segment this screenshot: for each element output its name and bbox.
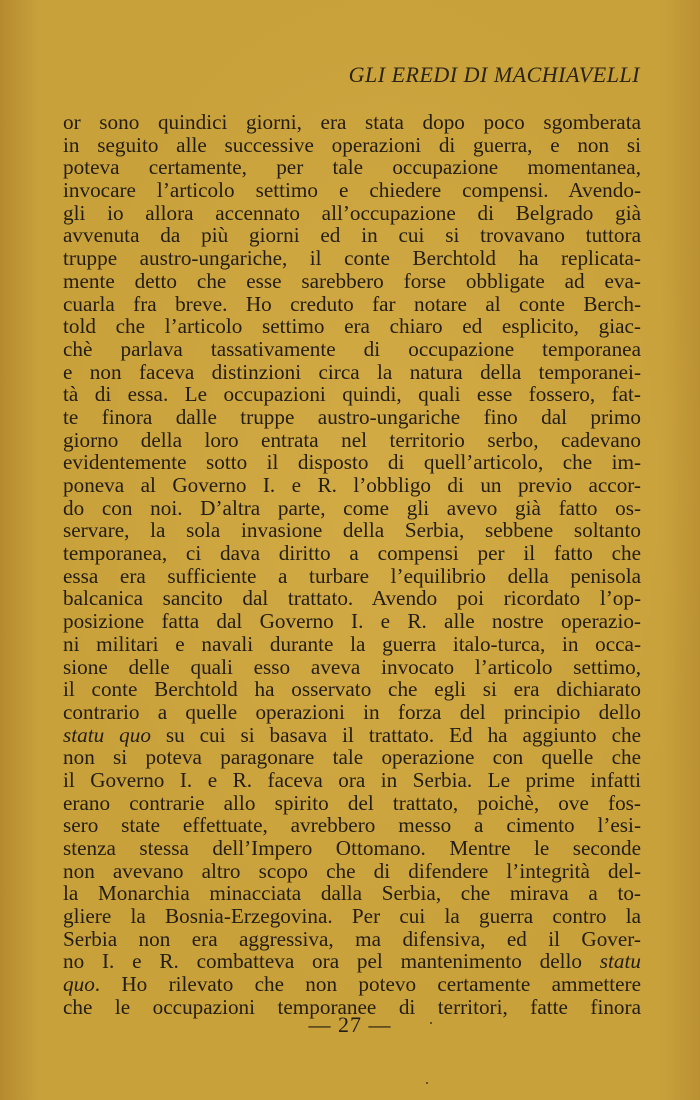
text-line bbox=[63, 610, 641, 633]
italic-phrase: quo bbox=[63, 972, 95, 997]
text-line bbox=[63, 247, 641, 270]
text-line bbox=[63, 905, 641, 928]
text-run: che le occupazioni temporanee di territori, fatte finora bbox=[63, 994, 641, 1019]
text-run: Serbia non era aggressiva, ma difensiva, ed il Gover- bbox=[63, 926, 641, 951]
text-run: do con noi. D’altra parte, come gli avevo già fatto os- bbox=[63, 495, 641, 520]
text-line bbox=[63, 837, 641, 860]
text-line bbox=[63, 315, 641, 338]
text-line bbox=[63, 406, 641, 429]
text-run: erano contrarie allo spirito del trattato, poichè, ove fos- bbox=[63, 790, 641, 815]
text-run: chè parlava tassativamente di occupazione temporanea bbox=[63, 336, 641, 361]
text-line bbox=[63, 179, 641, 202]
text-run: servare, la sola invasione della Serbia, sebbene soltanto bbox=[63, 518, 641, 543]
text-line bbox=[63, 202, 641, 225]
text-run: stenza stessa dell’Impero Ottomano. Mentre le seconde bbox=[63, 836, 641, 860]
text-run: no I. e R. combatteva ora pel mantenimento dello bbox=[63, 949, 600, 974]
text-run: posizione fatta dal Governo I. e R. alle nostre operazio- bbox=[63, 609, 641, 634]
text-line bbox=[63, 270, 641, 293]
text-run: il Governo I. e R. faceva ora in Serbia. Le prime infatti bbox=[63, 767, 641, 792]
text-run: su cui si basava il trattato. Ed ha aggiunto che bbox=[150, 722, 641, 747]
text-line bbox=[63, 860, 641, 883]
text-run: giorno della loro entrata nel territorio serbo, cadevano bbox=[63, 427, 641, 452]
text-line bbox=[63, 519, 641, 542]
text-line bbox=[63, 565, 641, 588]
italic-phrase: statu quo bbox=[63, 722, 151, 747]
text-line bbox=[63, 429, 641, 452]
text-run: avvenuta da più giorni ed in cui si trovavano tuttora bbox=[63, 223, 641, 248]
text-line bbox=[63, 338, 641, 361]
text-run: evidentemente sotto il disposto di quell’articolo, che im- bbox=[63, 450, 641, 475]
text-run: told che l’articolo settimo era chiaro ed esplicito, giac- bbox=[63, 314, 641, 339]
text-run: ni militari e navali durante la guerra italo-turca, in occa- bbox=[63, 631, 641, 656]
text-run: gli io allora accennato all’occupazione di Belgrado già bbox=[63, 200, 641, 225]
body-text bbox=[63, 111, 641, 1019]
text-run: temporanea, ci dava diritto a compensi per il fatto che bbox=[63, 541, 641, 566]
text-run: mente detto che esse sarebbero forse obbligate ad eva- bbox=[63, 268, 641, 293]
text-run: contrario a quelle operazioni in forza del principio dello bbox=[63, 699, 641, 724]
text-run: . Ho rilevato che non potevo certamente ammettere bbox=[94, 972, 641, 997]
text-line bbox=[63, 587, 641, 610]
running-header: GLI EREDI DI MACHIAVELLI bbox=[348, 62, 640, 87]
text-run: te finora dalle truppe austro-ungariche fino dal primo bbox=[63, 404, 641, 429]
text-run: non avevano altro scopo che di difendere l’integrità del- bbox=[63, 858, 641, 883]
text-line bbox=[63, 950, 641, 973]
text-line bbox=[63, 451, 641, 474]
text-line bbox=[63, 542, 641, 565]
text-run: invocare l’articolo settimo e chiedere compensi. Avendo- bbox=[63, 178, 641, 203]
text-line bbox=[63, 928, 641, 951]
text-run: il conte Berchtold ha osservato che egli si era dichiarato bbox=[63, 677, 641, 702]
text-line bbox=[63, 497, 641, 520]
text-line bbox=[63, 224, 641, 247]
text-line bbox=[63, 678, 641, 701]
text-line bbox=[63, 746, 641, 769]
text-line bbox=[63, 361, 641, 384]
text-run: la Monarchia minacciata dalla Serbia, che mirava a to- bbox=[63, 881, 641, 906]
text-line bbox=[63, 882, 641, 905]
text-line bbox=[63, 156, 641, 179]
text-line bbox=[63, 656, 641, 679]
text-run: e non faceva distinzioni circa la natura della temporanei- bbox=[63, 359, 641, 384]
italic-phrase: statu bbox=[599, 949, 641, 974]
text-line bbox=[63, 973, 641, 996]
text-line bbox=[63, 383, 641, 406]
text-run: non si poteva paragonare tale operazione con quelle che bbox=[63, 745, 641, 770]
text-line bbox=[63, 701, 641, 724]
text-run: cuarla fra breve. Ho creduto far notare al conte Berch- bbox=[63, 291, 641, 316]
text-line bbox=[63, 814, 641, 837]
text-run: tà di essa. Le occupazioni quindi, quali esse fossero, fat- bbox=[63, 382, 641, 407]
text-run: or sono quindici giorni, era stata dopo poco sgomberata bbox=[63, 110, 641, 134]
text-run: truppe austro-ungariche, il conte Berchtold ha replicata- bbox=[63, 246, 641, 271]
text-run: essa era sufficiente a turbare l’equilibrio della penisola bbox=[63, 563, 641, 588]
text-run: poneva al Governo I. e R. l’obbligo di un previo accor- bbox=[63, 473, 641, 497]
text-line bbox=[63, 769, 641, 792]
text-run: sione delle quali esso aveva invocato l’articolo settimo, bbox=[63, 654, 641, 679]
text-line bbox=[63, 633, 641, 656]
paper-speck bbox=[426, 1082, 428, 1084]
paper-speck bbox=[430, 1022, 432, 1024]
text-line bbox=[63, 293, 641, 316]
text-line bbox=[63, 724, 641, 747]
text-line bbox=[63, 792, 641, 815]
text-line bbox=[63, 474, 641, 497]
text-line bbox=[63, 111, 641, 134]
page-number: — 27 — bbox=[308, 1012, 392, 1037]
text-run: balcanica sancito dal trattato. Avendo poi ricordato l’op- bbox=[63, 586, 641, 611]
text-run: poteva certamente, per tale occupazione momentanea, bbox=[63, 155, 641, 180]
text-run: sero state effettuate, avrebbero messo a cimento l’esi- bbox=[63, 813, 641, 838]
text-run: gliere la Bosnia-Erzegovina. Per cui la guerra contro la bbox=[63, 904, 641, 929]
text-line bbox=[63, 134, 641, 157]
text-run: in seguito alle successive operazioni di guerra, e non si bbox=[63, 132, 641, 157]
